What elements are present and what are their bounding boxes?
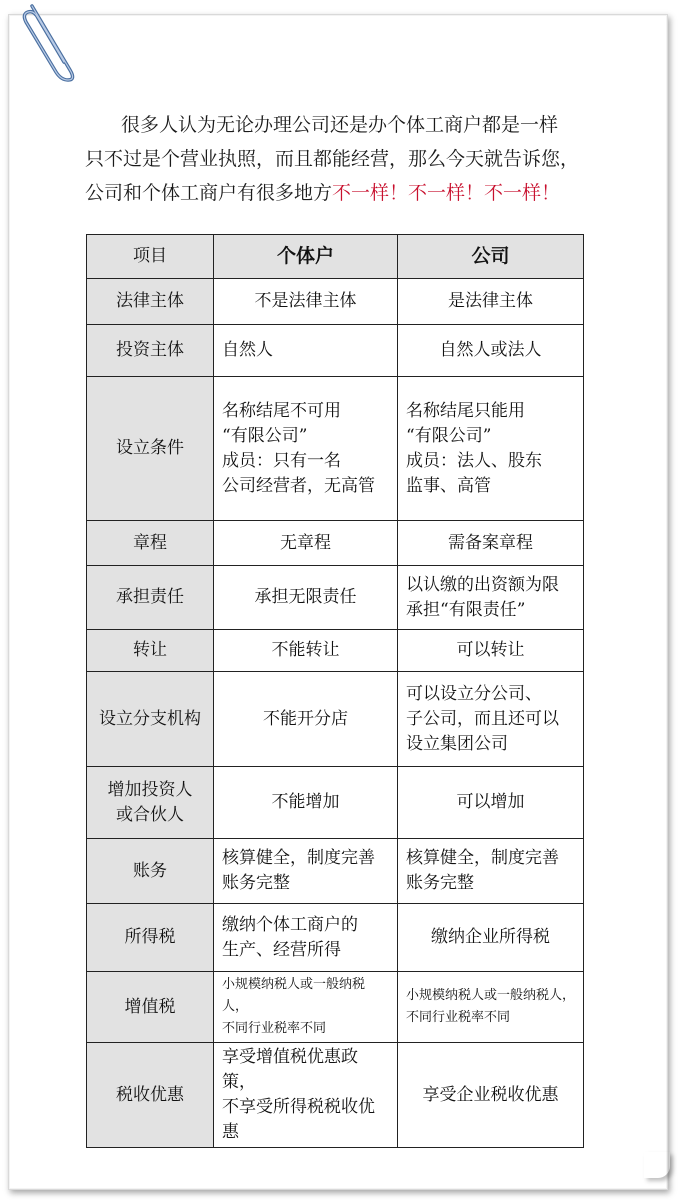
table-row (87, 1043, 584, 1148)
table-row (87, 325, 584, 377)
row-label: 承担责任 (87, 566, 214, 630)
getihu-cell (214, 521, 398, 566)
gongsi-cell-line: 享受企业税收优惠 (422, 1084, 559, 1105)
getihu-cell (214, 972, 398, 1043)
row-label: 税收优惠 (87, 1043, 214, 1148)
gongsi-cell-line: 可以转让 (456, 640, 525, 660)
getihu-cell (214, 767, 398, 839)
row-label: 章程 (87, 521, 214, 566)
table-row (87, 521, 584, 566)
gongsi-cell (398, 630, 584, 672)
gongsi-cell (398, 521, 584, 566)
gongsi-cell (398, 904, 584, 972)
gongsi-cell-line: 可以设立分公司、 (406, 683, 542, 704)
gongsi-cell-line: 子公司，而且还可以 (406, 708, 559, 729)
gongsi-cell-line: “有限公司” (406, 425, 492, 446)
gongsi-cell (398, 377, 584, 521)
gongsi-cell (398, 279, 584, 325)
row-label-line: 或合伙人 (116, 804, 184, 825)
getihu-cell-line: 公司经营者，无高管 (222, 475, 375, 496)
getihu-cell-line: “有限公司” (222, 425, 308, 446)
table-row (87, 672, 584, 767)
gongsi-cell-line: 以认缴的出资额为限 (406, 574, 559, 595)
header-gongsi: 公司 (398, 235, 584, 279)
row-label: 设立分支机构 (87, 672, 214, 767)
table-row (87, 767, 584, 839)
getihu-cell (214, 279, 398, 325)
gongsi-cell-line: 小规模纳税人或一般纳税人， (406, 988, 576, 1003)
getihu-cell-line: 不能转让 (271, 640, 340, 660)
gongsi-cell-line: 自然人或法人 (439, 340, 542, 360)
getihu-cell-line: 名称结尾不可用 (222, 400, 341, 421)
row-label: 法律主体 (87, 279, 214, 325)
table-header-row (87, 235, 584, 279)
intro-line-3-emphasis: 不一样！不一样！不一样！ (332, 182, 561, 204)
row-label: 转让 (87, 630, 214, 672)
row-label: 所得税 (87, 904, 214, 972)
gongsi-cell-line: 是法律主体 (448, 291, 533, 311)
getihu-cell-line: 自然人 (222, 340, 273, 360)
gongsi-cell-line: 成员：法人、股东 (406, 450, 542, 471)
gongsi-cell-line: 设立集团公司 (406, 733, 508, 754)
row-label: 设立条件 (87, 377, 214, 521)
row-label: 投资主体 (87, 325, 214, 377)
header-item: 项目 (87, 235, 214, 279)
getihu-cell-line: 不是法律主体 (254, 291, 357, 311)
getihu-cell-line: 生产、经营所得 (222, 939, 341, 960)
row-label (87, 767, 214, 839)
gongsi-cell (398, 566, 584, 630)
row-label: 增值税 (87, 972, 214, 1043)
intro-line-1: 很多人认为无论办理公司还是办个体工商户都是一样 (121, 114, 559, 136)
table-row (87, 279, 584, 325)
table-row (87, 377, 584, 521)
paperclip-icon (18, 0, 80, 82)
getihu-cell-line: 享受增值税优惠政策， (222, 1047, 358, 1092)
getihu-cell-line: 账务完整 (222, 873, 290, 893)
gongsi-cell (398, 672, 584, 767)
getihu-cell-line: 不能增加 (271, 792, 340, 812)
getihu-cell (214, 630, 398, 672)
getihu-cell-line: 不同行业税率不同 (222, 1021, 327, 1036)
getihu-cell-line: 无章程 (280, 532, 331, 553)
gongsi-cell (398, 972, 584, 1043)
intro-line-3 (85, 176, 560, 210)
getihu-cell (214, 672, 398, 767)
getihu-cell-line: 核算健全，制度完善 (222, 848, 375, 868)
getihu-cell (214, 566, 398, 630)
gongsi-cell-line: 承担“有限责任” (406, 599, 526, 620)
getihu-cell-line: 不享受所得税税收优惠 (222, 1097, 375, 1142)
gongsi-cell (398, 1043, 584, 1148)
getihu-cell-line: 不能开分店 (263, 708, 348, 729)
table-row (87, 904, 584, 972)
gongsi-cell-line: 不同行业税率不同 (406, 1010, 511, 1025)
page-curl (644, 1152, 670, 1178)
gongsi-cell-line: 账务完整 (406, 873, 474, 893)
getihu-cell (214, 1043, 398, 1148)
table-row (87, 566, 584, 630)
header-getihu: 个体户 (214, 235, 398, 279)
getihu-cell-line: 缴纳个体工商户的 (222, 914, 358, 935)
getihu-cell-line: 成员：只有一名 (222, 450, 341, 471)
getihu-cell (214, 377, 398, 521)
intro-line-2: 只不过是个营业执照，而且都能经营，那么今天就告诉您， (85, 148, 580, 170)
row-label-line: 增加投资人 (107, 779, 193, 800)
gongsi-cell-line: 可以增加 (456, 792, 525, 812)
getihu-cell (214, 904, 398, 972)
row-label: 账务 (87, 839, 214, 904)
gongsi-cell-line: 监事、高管 (406, 475, 491, 496)
table-row (87, 630, 584, 672)
gongsi-cell (398, 839, 584, 904)
gongsi-cell-line: 需备案章程 (448, 532, 533, 553)
gongsi-cell (398, 767, 584, 839)
gongsi-cell-line: 名称结尾只能用 (406, 400, 525, 421)
table-row (87, 839, 584, 904)
gongsi-cell (398, 325, 584, 377)
getihu-cell (214, 839, 398, 904)
gongsi-cell-line: 缴纳企业所得税 (431, 927, 550, 947)
table-row (87, 972, 584, 1043)
getihu-cell (214, 325, 398, 377)
getihu-cell-line: 小规模纳税人或一般纳税人， (222, 977, 366, 1014)
gongsi-cell-line: 核算健全，制度完善 (406, 848, 559, 868)
getihu-cell-line: 承担无限责任 (254, 587, 357, 607)
comparison-table (86, 234, 584, 1148)
intro-line-3-plain: 公司和个体工商户有很多地方 (85, 182, 333, 204)
